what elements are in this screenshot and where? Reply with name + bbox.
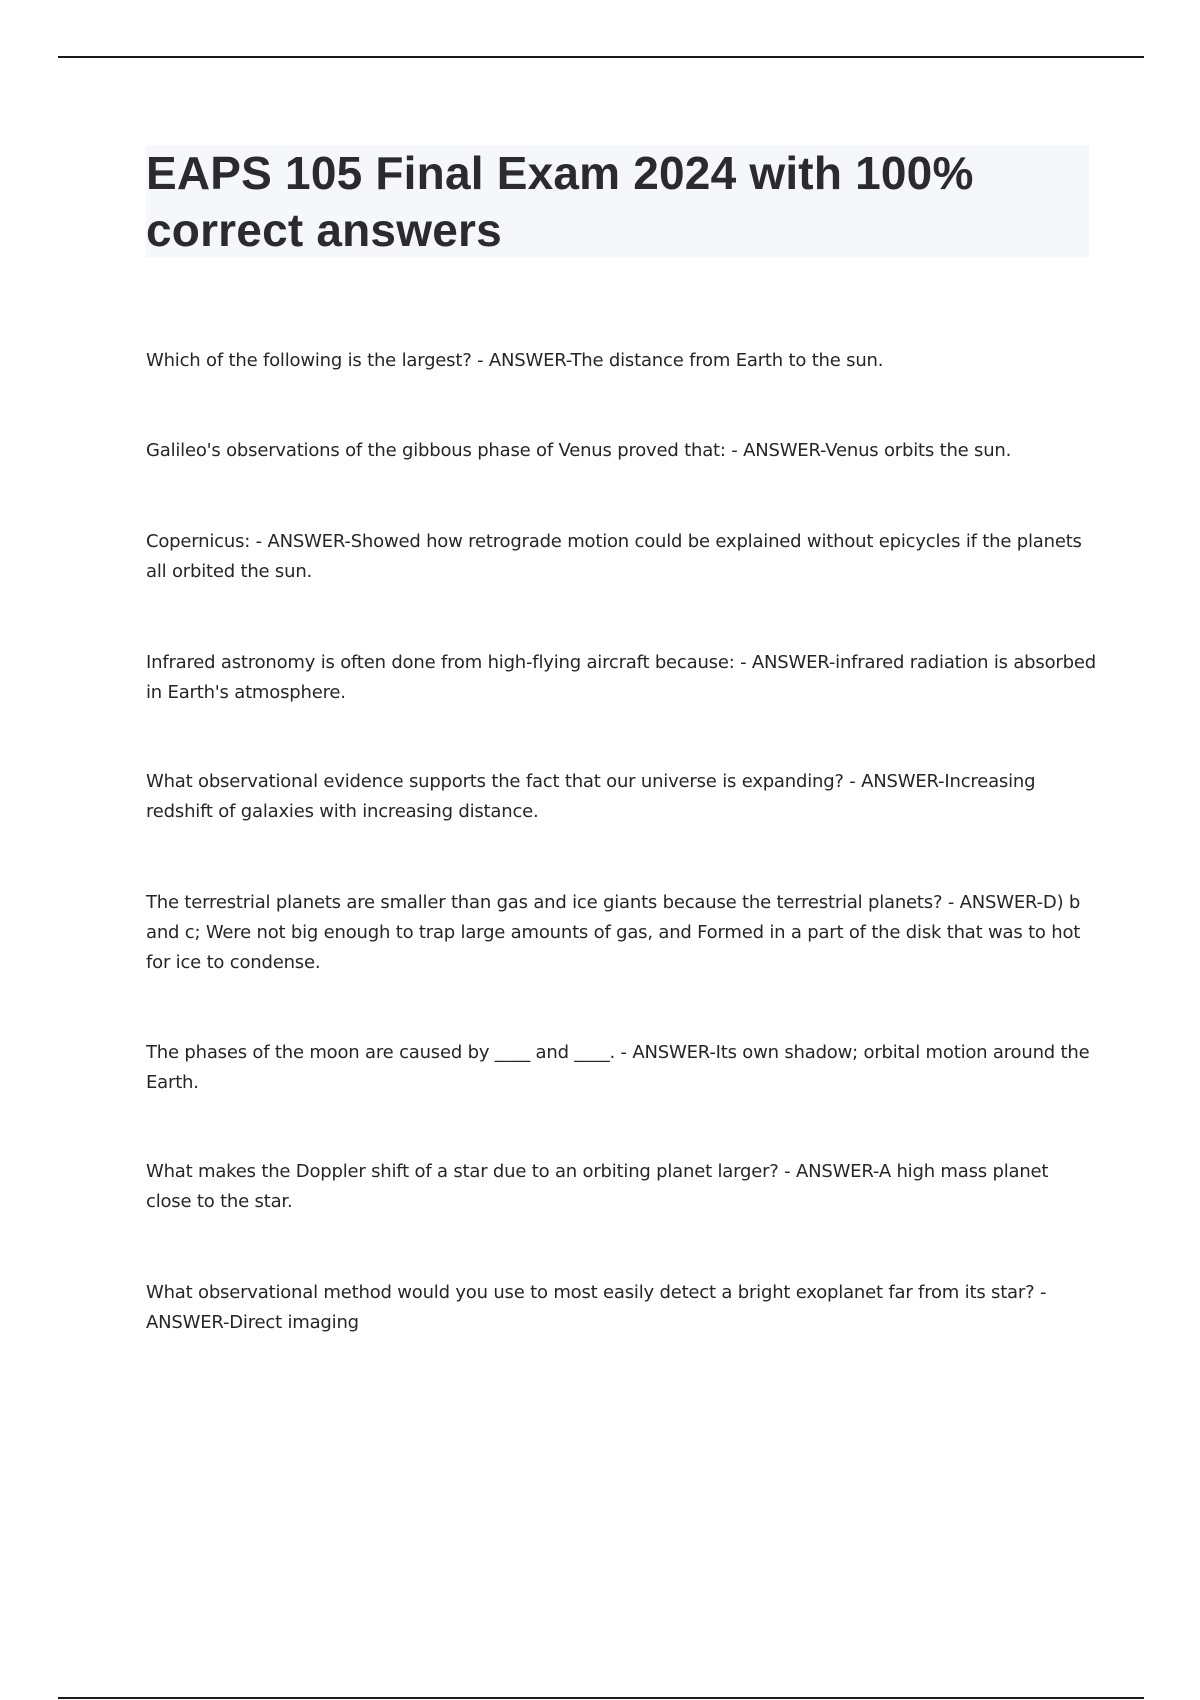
qa-item: Galileo's observations of the gibbous phase of Venus proved that: - ANSWER-Venus orbits the sun. (146, 440, 1012, 461)
document-title: EAPS 105 Final Exam 2024 with 100% correct answers (146, 147, 974, 256)
footer-rule (58, 1697, 1144, 1699)
qa-item: Copernicus: - ANSWER-Showed how retrograde motion could be explained without epicycles if the planets all orbited the sun. (146, 531, 1082, 582)
qa-item: What observational evidence supports the fact that our universe is expanding? - ANSWER-Increasing redshift of galaxies with increasing distance. (146, 771, 1036, 822)
title-banner (146, 145, 1089, 257)
qa-item: What makes the Doppler shift of a star due to an orbiting planet larger? - ANSWER-A high mass planet close to the star. (146, 1161, 1049, 1212)
qa-item: What observational method would you use to most easily detect a bright exoplanet far from its star? - ANSWER-Direct imaging (146, 1282, 1047, 1333)
qa-item: The terrestrial planets are smaller than gas and ice giants because the terrestrial planets? - ANSWER-D) b and c; Were not big enough to trap large amounts of gas, and Formed in a part of the disk that was to hot for ice to condense. (146, 892, 1081, 973)
qa-item: Which of the following is the largest? - ANSWER-The distance from Earth to the sun. (146, 350, 884, 371)
header-rule (58, 56, 1144, 58)
qa-item: Infrared astronomy is often done from high-flying aircraft because: - ANSWER-infrared radiation is absorbed in Earth's atmosphere. (146, 652, 1096, 703)
qa-item: The phases of the moon are caused by ____ and ____. - ANSWER-Its own shadow; orbital motion around the Earth. (146, 1042, 1090, 1093)
